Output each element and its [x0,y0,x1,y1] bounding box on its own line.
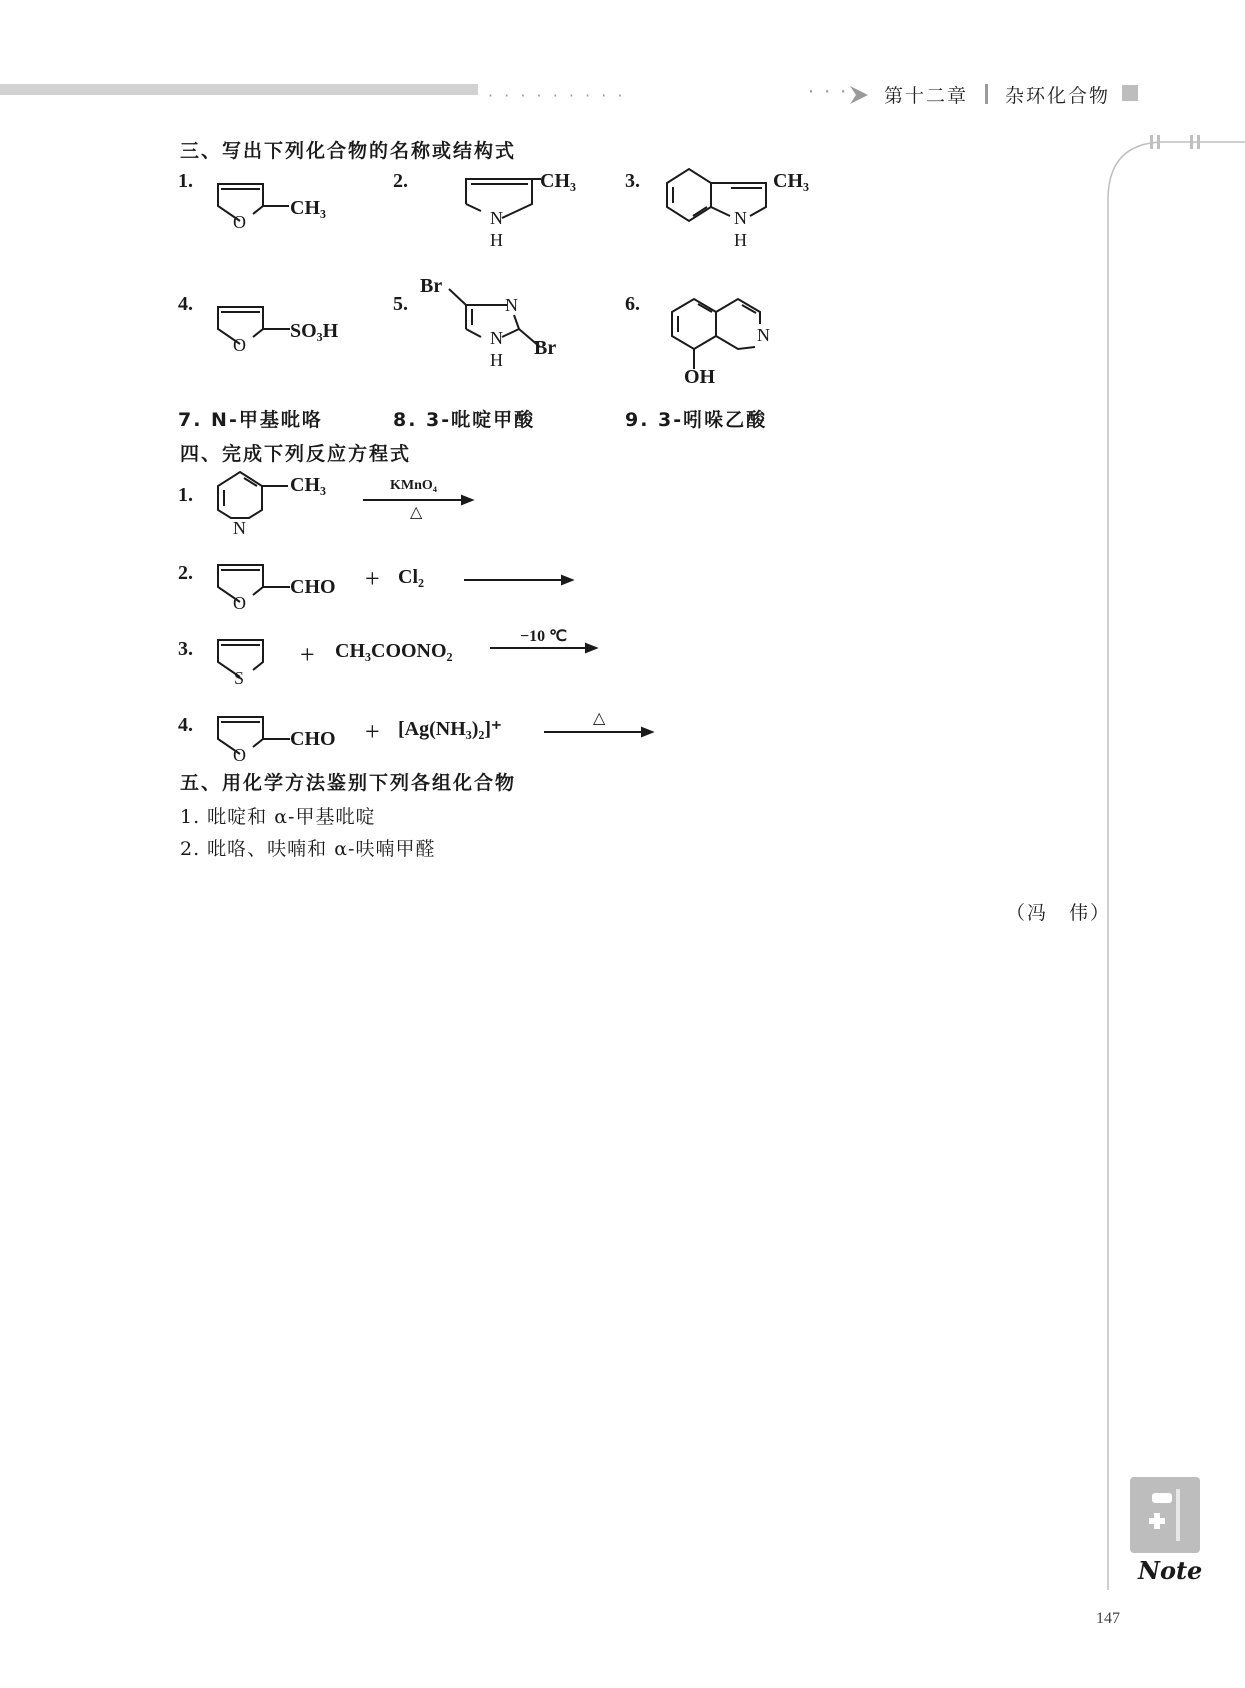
svg-text:N: N [233,518,246,538]
svg-text:+: + [365,564,380,593]
reaction-reagent-label: [Ag(NH₃)₂]⁺ [398,718,502,740]
reaction-group-label: CHO [290,576,336,598]
svg-text:N: N [734,208,747,228]
reaction-group-label: CHO [290,728,336,750]
reaction-number: 4. [178,714,193,736]
arrow-reagent-label: KMnO₄ [390,478,437,493]
header-arrow-dots: · · · [808,81,849,103]
section-5-heading: 五、用化学方法鉴别下列各组化合物 [180,772,517,794]
methyl-label: CH₃ [773,170,809,192]
chapter-label: 第十二章 [884,85,969,107]
page-number: 147 [1096,1610,1120,1627]
arrow-condition-label: △ [410,504,423,521]
item-number: 2. [393,170,408,192]
header-dots: · · · · · · · · · [488,86,626,105]
methyl-label: CH₃ [540,170,576,192]
svg-text:S: S [234,668,245,688]
item-number: 3. [625,170,640,192]
section-4-structures [0,0,1245,800]
hydroxyl-label: OH [684,366,716,388]
list-item: 1. 吡啶和 α-甲基吡啶 [180,806,376,828]
svg-text:N: N [757,325,770,345]
author-label: （冯 伟） [1006,902,1112,924]
svg-text:O: O [233,593,246,613]
bromo-label: Br [420,275,443,297]
section-4-heading: 四、完成下列反应方程式 [180,443,412,465]
chapter-title: 杂环化合物 [1005,85,1111,107]
svg-text:N: N [490,328,503,348]
reaction-number: 2. [178,562,193,584]
note-icon [1128,1475,1204,1555]
svg-text:O: O [233,745,246,765]
item-number: 1. [178,170,193,192]
methyl-label: CH₃ [290,197,326,219]
reaction-number: 3. [178,638,193,660]
note-label: Note [1138,1556,1203,1585]
section-3-heading: 三、写出下列化合物的名称或结构式 [180,140,517,162]
name-item-9: 9. 3-吲哚乙酸 [625,409,768,431]
item-number: 4. [178,293,193,315]
item-number: 6. [625,293,640,315]
item-number: 5. [393,293,408,315]
reaction-reagent-label: CH₃COONO₂ [335,640,453,662]
svg-text:N: N [490,208,503,228]
reaction-group-label: CH₃ [290,474,326,496]
svg-text:+: + [365,717,380,746]
svg-text:O: O [233,335,246,355]
name-item-7: 7. N-甲基吡咯 [178,409,323,431]
reaction-number: 1. [178,484,193,506]
svg-text:H: H [490,350,503,370]
svg-text:N: N [505,295,518,315]
name-item-8: 8. 3-吡啶甲酸 [393,409,536,431]
svg-text:H: H [490,230,503,250]
svg-text:+: + [300,640,315,669]
svg-text:H: H [734,230,747,250]
svg-text:O: O [233,212,246,232]
arrow-condition-label: △ [593,710,606,727]
arrow-condition-label: −10 ℃ [520,628,568,645]
reaction-reagent-label: Cl₂ [398,566,424,588]
sulfonic-acid-label: SO₃H [290,320,339,342]
bromo-label: Br [534,337,557,359]
list-item: 2. 吡咯、呋喃和 α-呋喃甲醛 [180,838,436,860]
